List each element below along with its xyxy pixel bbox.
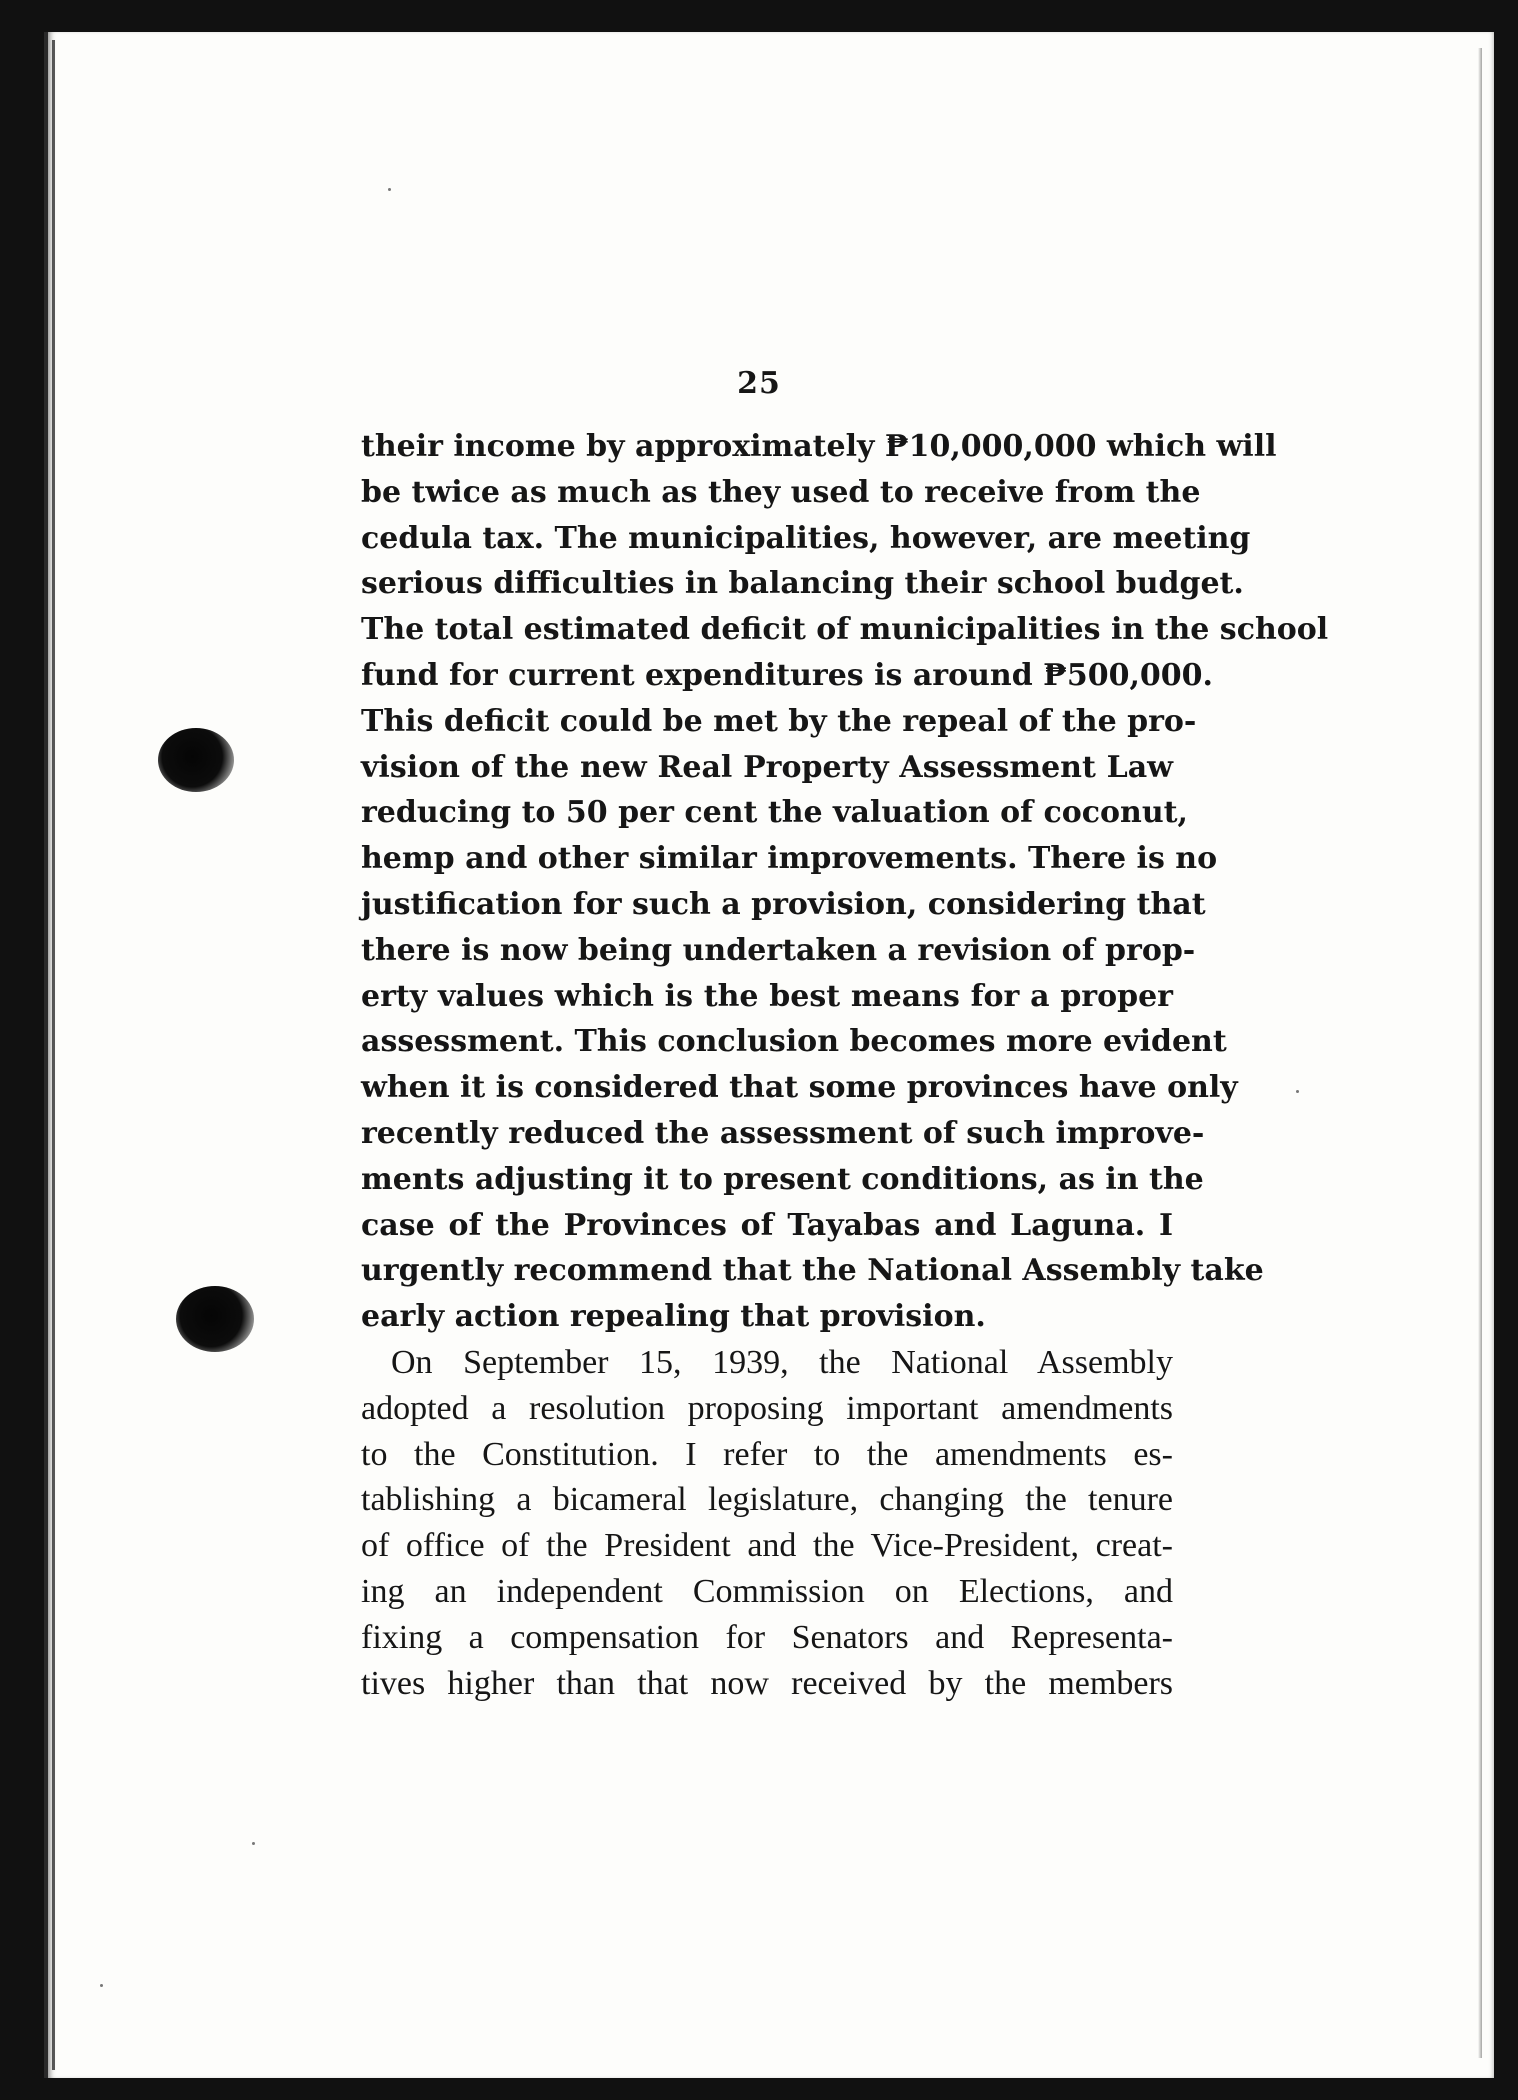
text-line: tablishing a bicameral legislature, changing the tenure — [361, 1481, 1173, 1519]
paper-speck — [388, 188, 391, 191]
paper-right-edge — [1478, 48, 1482, 2058]
text-line: hemp and other similar improvements. There is no — [361, 841, 1218, 877]
text-line: adopted a resolution proposing important amendments — [361, 1389, 1173, 1427]
text-line: The total estimated deficit of municipalities in the school — [361, 612, 1329, 648]
text-line: tives higher than that now received by the members — [361, 1664, 1173, 1702]
paper-speck — [252, 1842, 255, 1845]
text-line: erty values which is the best means for a proper — [361, 978, 1173, 1014]
text-line: ments adjusting it to present conditions, as in the — [361, 1161, 1204, 1197]
paper-speck — [100, 1984, 103, 1987]
text-line: to the Constitution. I refer to the amendments es- — [361, 1435, 1173, 1473]
text-line: serious difficulties in balancing their school budget. — [361, 566, 1244, 602]
text-line: vision of the new Real Property Assessment Law — [361, 749, 1173, 785]
text-line: cedula tax. The municipalities, however, are meeting — [361, 520, 1251, 556]
text-line: justification for such a provision, considering that — [361, 886, 1206, 922]
text-line: This deficit could be met by the repeal of the pro- — [361, 703, 1197, 739]
text-line: reducing to 50 per cent the valuation of coconut, — [361, 795, 1188, 831]
text-line: assessment. This conclusion becomes more evident — [361, 1024, 1227, 1060]
text-line: On September 15, 1939, the National Assembly — [391, 1343, 1173, 1381]
paper-speck — [1296, 1090, 1299, 1093]
text-line: when it is considered that some provinces have only — [361, 1070, 1238, 1106]
text-line: case of the Provinces of Tayabas and Laguna. I — [361, 1207, 1173, 1243]
text-line: fixing a compensation for Senators and Representa- — [361, 1618, 1173, 1656]
punch-hole-top — [158, 728, 234, 792]
text-line: fund for current expenditures is around ₱500,000. — [361, 657, 1213, 693]
text-line: their income by approximately ₱10,000,000 which will — [361, 429, 1277, 464]
body-text — [361, 424, 1329, 1706]
text-line: early action repealing that provision. — [361, 1299, 986, 1335]
text-line: of office of the President and the Vice-President, creat- — [361, 1527, 1173, 1565]
binding-edge — [52, 40, 55, 2070]
text-line: urgently recommend that the National Assembly take — [361, 1253, 1264, 1289]
page-number: 25 — [737, 366, 781, 401]
punch-hole-bottom — [176, 1286, 254, 1352]
text-line: ing an independent Commission on Elections, and — [361, 1572, 1173, 1610]
text-line: be twice as much as they used to receive from the — [361, 474, 1201, 510]
text-line: there is now being undertaken a revision of prop- — [361, 932, 1196, 968]
text-line: recently reduced the assessment of such improve- — [361, 1115, 1205, 1151]
